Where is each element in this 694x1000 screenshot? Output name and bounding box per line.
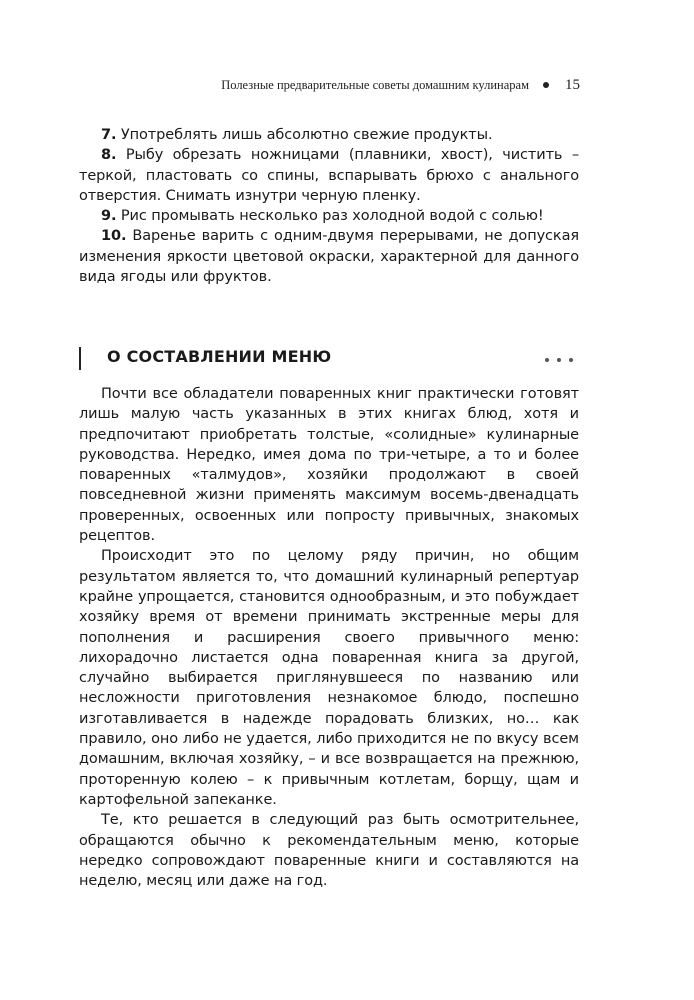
item-text: Рис промывать несколько раз холодной водой с солью! [116, 208, 544, 225]
paragraph: Почти все обладатели поваренных книг практически готовят лишь малую часть указанных в этих книгах блюд, хотя и предпочитают приобретать толстые, «солидные» кулинарные руководства. Нередко, имея дома по три-четыре, а то и более поваренных «талмудов», хозяйки продолжают в своей повседневной жизни применять максимум восемь-двенадцать проверенных, освоенных или попросту привычных, знакомых рецептов. [79, 386, 579, 545]
item-number: 7. [101, 127, 117, 143]
item-number: 9. [101, 208, 117, 225]
item-number: 8. [101, 147, 117, 164]
item-text: Рыбу обрезать ножницами (плавники, хвост), чистить – теркой, пластовать со спины, вспарывать брюхо с анального отверстия. Снимать изнутри черную пленку. [79, 147, 579, 204]
paragraph: Те, кто решается в следующий раз быть осмотрительнее, обращаются обычно к рекомендательным меню, которые нередко сопровождают поваренные книги и составляются на неделю, месяц или даже на год. [79, 812, 579, 890]
list-item [79, 145, 579, 206]
list-item [79, 226, 579, 287]
item-text: Употреблять лишь абсолютно свежие продукты. [116, 127, 493, 143]
list-item [79, 125, 579, 145]
running-header [150, 74, 580, 96]
item-text: Варенье варить с одним-двумя перерывами, не допуская изменения яркости цветовой окраски, характерной для данного вида ягоды или фруктов. [79, 228, 579, 286]
ellipsis-dots-icon [545, 358, 573, 362]
header-bullet-icon [543, 82, 549, 88]
page-number: 15 [565, 76, 580, 93]
tips-list [79, 125, 579, 287]
list-item [79, 206, 579, 226]
section-heading: О СОСТАВЛЕНИИ МЕНЮ [107, 347, 332, 366]
section-header [79, 345, 579, 371]
section-body [79, 384, 579, 891]
item-number: 10. [101, 228, 127, 245]
running-title: Полезные предварительные советы домашним кулинарам [221, 77, 529, 92]
paragraph: Происходит это по целому ряду причин, но общим результатом является то, что домашний кулинарный репертуар крайне упрощается, становится однообразным, и это побуждает хозяйку время от времени принимать экстренные меры для пополнения и расширения своего привычного меню: лихорадочно листается одна поваренная книга за другой, случайно выбирается приглянувшееся по названию или несложности приготовления незнакомое блюдо, поспешно изготавливается в надежде порадовать близких, но… как правило, оно либо не удается, либо приходится не по вкусу всем домашним, включая хозяйку, – и все возвращается на прежнюю, проторенную колею – к привычным котлетам, борщу, щам и картофельной запеканке. [79, 548, 579, 808]
section-marker-bar [79, 347, 81, 370]
